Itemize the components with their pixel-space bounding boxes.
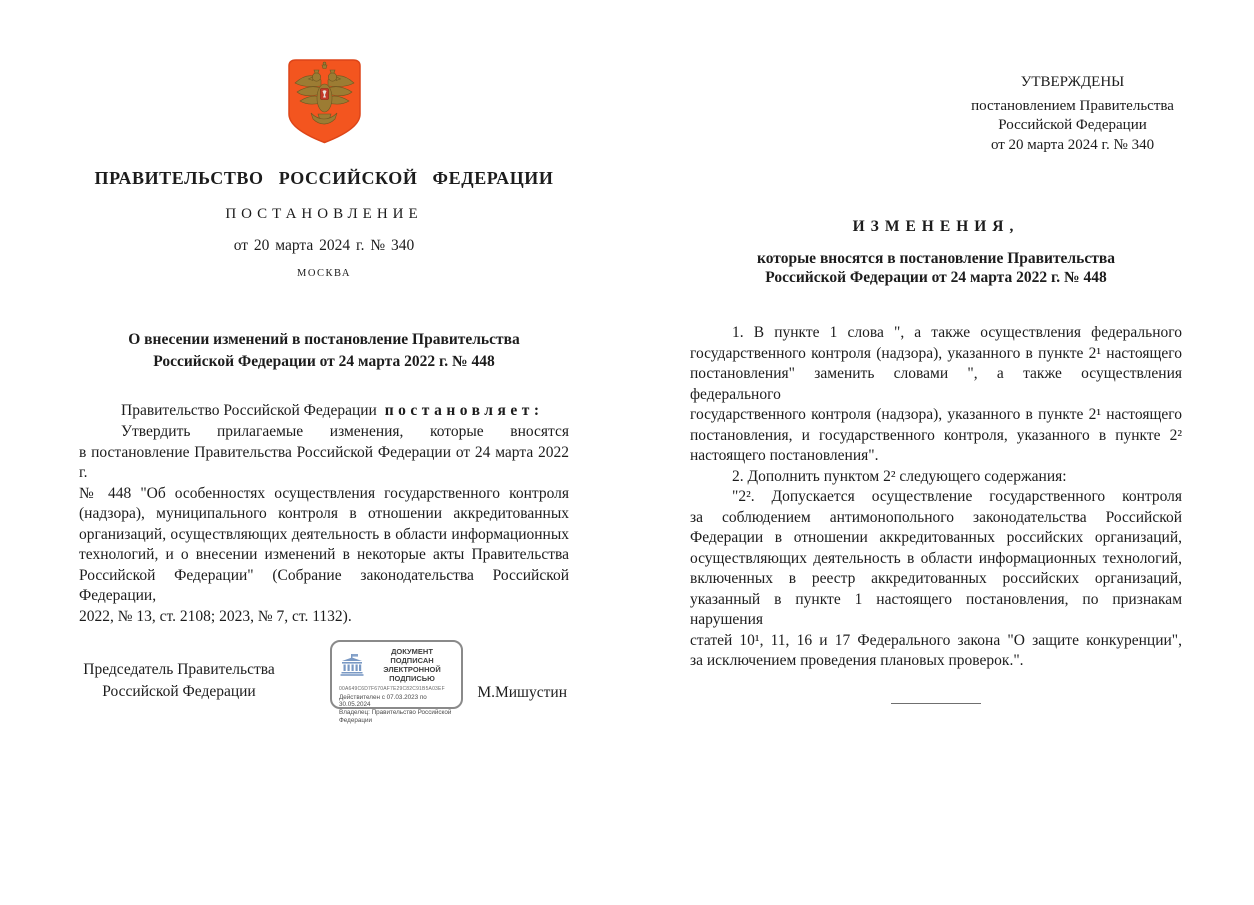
stamp-owner [339, 709, 454, 724]
text-line: 1. В пункте 1 слова ", а также осуществления федерального [732, 324, 1182, 341]
amendment-paragraph-1 [690, 323, 1182, 467]
stamp-certificate-number: 00A649C6D7F670AF7E29C82C91B5A03EF [339, 686, 445, 692]
russia-coat-of-arms-icon [285, 57, 364, 145]
text-line: постановления" заменить словами ", а также осуществления федерального [690, 365, 1182, 403]
text-line: за исключением проведения плановых проверок.". [690, 652, 1024, 669]
stamp-validity: Действителен с 07.03.2023 по 30.05.2024 [339, 694, 427, 708]
amendment-quoted-text [690, 487, 1182, 672]
text-line: Российской Федерации [998, 117, 1147, 133]
text-line: "2². Допускается осуществление государственного контроля [732, 488, 1182, 505]
signer-post [79, 659, 279, 702]
end-divider [891, 703, 981, 704]
stamp-title [370, 647, 454, 683]
text-line: 2. Дополнить пунктом 2² следующего содержания: [732, 467, 1067, 485]
decree-date-number: от 20 марта 2024 г. № 340 [233, 237, 415, 254]
amendments-subheading-line: Российской Федерации от 24 марта 2022 г. № 448 [765, 269, 1107, 286]
text-line: Федерации в отношении аккредитованных российских организаций, [690, 529, 1182, 546]
text-line: от 20 марта 2024 г. № 340 [990, 136, 1155, 153]
government-name: ПРАВИТЕЛЬСТВО РОССИЙСКОЙ ФЕДЕРАЦИИ [94, 168, 554, 188]
city-label: МОСКВА [297, 268, 351, 279]
approval-block [965, 73, 1180, 155]
annex-page [690, 0, 1182, 704]
resolution-verb: постановляет: [384, 402, 544, 419]
text-line: УТВЕРЖДЕНЫ [1020, 74, 1125, 90]
text-line: государственного контроля (надзора), указанного в пункте 2¹ настоящего [690, 406, 1182, 423]
stamp-owner-line: Федерации [339, 716, 372, 724]
decree-body-paragraph [79, 422, 569, 627]
text-line: включенных в реестр аккредитованных российских организаций, [690, 570, 1182, 587]
amendment-paragraph-2 [690, 467, 1182, 488]
amendments-heading: ИЗМЕНЕНИЯ, [852, 218, 1020, 235]
resolution-subject: Правительство Российской Федерации [121, 402, 377, 419]
stamp-title-line: ДОКУМЕНТ ПОДПИСАН [390, 647, 434, 665]
text-line: постановления, и государственного контроля, указанного в пункте 2² [690, 426, 1182, 444]
text-line: в постановление Правительства Российской Федерации от 24 марта 2022 г. [79, 443, 569, 481]
text-line: 2022, № 13, ст. 2108; 2023, № 7, ст. 1132). [79, 607, 352, 625]
signer-post-line: Председатель Правительства [83, 661, 275, 678]
amendments-subheading [690, 249, 1182, 287]
decree-page [79, 0, 569, 725]
decree-title-line: Российской Федерации от 24 марта 2022 г. № 448 [153, 353, 495, 370]
decree-title-line: О внесении изменений в постановление Правительства [128, 331, 520, 348]
text-line: организаций, осуществляющих деятельность в области информационных [79, 525, 569, 543]
text-line: указанный в пункте 1 настоящего постановления, по признакам нарушения [690, 590, 1182, 628]
text-line: постановлением Правительства [971, 97, 1174, 114]
signature-block [79, 640, 569, 725]
text-line: настоящего постановления". [690, 447, 879, 464]
text-line: Утвердить прилагаемые изменения, которые вносятся [121, 423, 569, 440]
text-line: (надзора), муниципального контроля в отношении аккредитованных [79, 505, 569, 522]
document-type-label: ПОСТАНОВЛЕНИЕ [225, 206, 423, 222]
text-line: № 448 "Об особенностях осуществления государственного контроля [79, 484, 569, 502]
text-line: осуществляющих деятельность в области информационных технологий, [690, 549, 1182, 567]
text-line: Российской Федерации" (Собрание законодательства Российской Федерации, [79, 566, 569, 604]
signer-post-line: Российской Федерации [102, 682, 256, 700]
text-line: за соблюдением антимонопольного законодательства Российской [690, 508, 1182, 526]
text-line: технологий, и о внесении изменений в некоторые акты Правительства [79, 546, 569, 563]
text-line: государственного контроля (надзора), указанного в пункте 2¹ настоящего [690, 344, 1182, 362]
stamp-title-line: ЭЛЕКТРОННОЙ ПОДПИСЬЮ [383, 665, 441, 683]
amendments-subheading-line: которые вносятся в постановление Правительства [757, 250, 1115, 267]
government-building-icon [339, 654, 365, 676]
decree-title [79, 329, 569, 373]
stamp-header [339, 647, 454, 683]
signer-name: М.Мишустин [477, 684, 567, 701]
stamp-owner-line: Владелец: Правительство Российской [339, 709, 452, 716]
text-line: статей 10¹, 11, 16 и 17 Федерального закона "О защите конкуренции", [690, 631, 1182, 649]
electronic-signature-stamp [330, 640, 463, 724]
resolution-lead-line [79, 402, 569, 420]
